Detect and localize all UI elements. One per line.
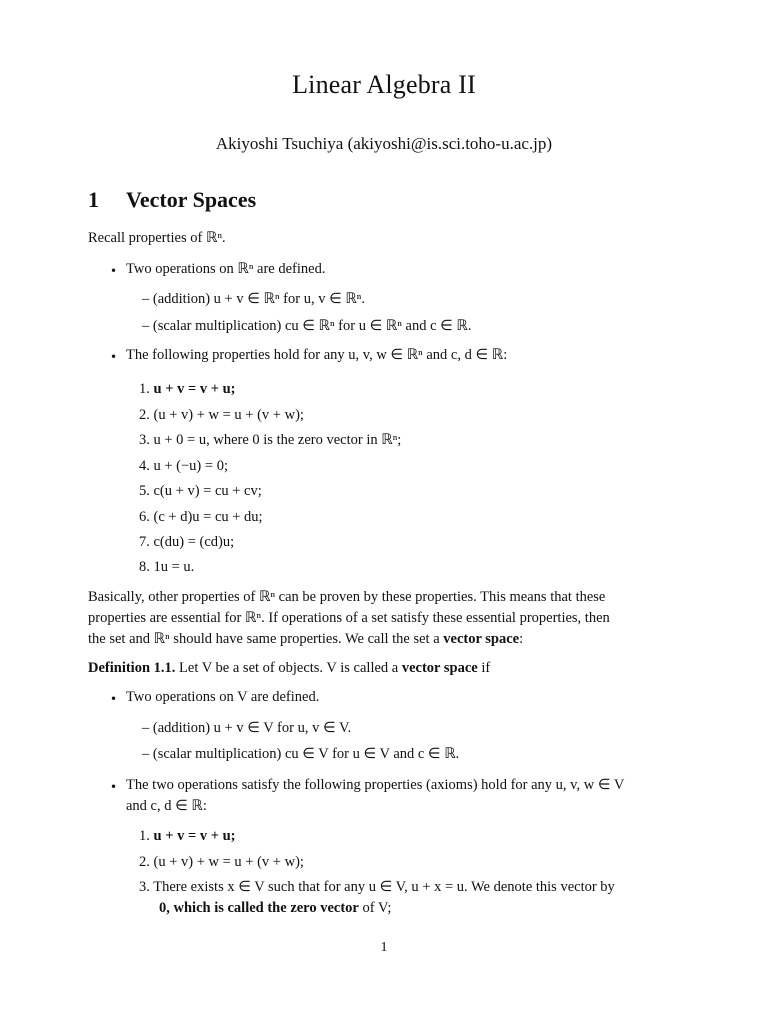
bullet-glyph: • [110,350,118,364]
page-number: 1 [380,940,388,955]
list-number: 2. [139,854,150,870]
definition-label: Definition 1.1. [88,660,176,676]
list-item [139,880,615,895]
list-text: u + (−u) = 0; [153,458,228,474]
author-line: Akiyoshi Tsuchiya (akiyoshi@is.sci.toho-u.ac.jp) [215,134,553,153]
v-axioms-line: The two operations satisfy the following properties (axioms) hold for any u, v, w ∈ V [126,777,625,793]
rn-scalar-multiplication: – (scalar multiplication) cu ∈ ℝⁿ for u ∈ ℝⁿ and c ∈ ℝ. [142,318,472,334]
list-text: 1u = u. [153,559,195,575]
bullet-glyph: • [110,264,118,278]
list-text: c(u + v) = cu + cv; [153,483,262,499]
list-number: 2. [139,407,150,423]
list-text: (u + v) + w = u + (v + w); [153,854,304,870]
v-scalar-multiplication: – (scalar multiplication) cu ∈ V for u ∈ V and c ∈ ℝ. [142,746,460,762]
list-item [139,560,194,575]
list-number: 4. [139,458,150,474]
list-item [139,459,228,474]
list-number: 3. [139,879,150,895]
definition-text: if [477,660,491,676]
v-ops-bullet: Two operations on V are defined. [126,689,320,705]
list-number: 1. [139,828,150,844]
bullet-glyph: • [110,692,118,706]
list-number: 6. [139,509,150,525]
list-item-continuation [159,901,391,916]
list-item [139,382,236,397]
list-item [139,535,234,550]
list-text: u + v = v + u; [153,828,236,844]
bullet-glyph: • [110,780,118,794]
list-item [139,829,236,844]
list-text: c(du) = (cd)u; [153,534,235,550]
list-number: 8. [139,559,150,575]
list-number: 7. [139,534,150,550]
rn-ops-bullet: Two operations on ℝⁿ are defined. [126,261,326,277]
list-text: u + 0 = u, where 0 is the zero vector in ℝⁿ; [153,432,402,448]
rn-props-bullet: The following properties hold for any u, v, w ∈ ℝⁿ and c, d ∈ ℝ: [126,347,508,363]
list-item [139,433,401,448]
v-axioms-line: and c, d ∈ ℝ: [126,798,207,814]
list-text: (u + v) + w = u + (v + w); [153,407,304,423]
paragraph-text: : [519,631,524,647]
paragraph-line: Basically, other properties of ℝⁿ can be proven by these properties. This means that these [88,589,606,605]
v-addition: – (addition) u + v ∈ V for u, v ∈ V. [142,720,352,736]
section-heading [88,187,256,213]
list-text: of V; [358,900,392,916]
list-text: (c + d)u = cu + du; [153,509,263,525]
section-number: 1 [88,187,99,212]
list-text: 0, which is called the [159,900,291,916]
section-title: Vector Spaces [126,187,257,212]
list-text: There exists x ∈ V such that for any u ∈ V, u + x = u. We denote this vector by [153,879,615,895]
list-item [139,408,304,423]
list-text: u + v = v + u; [153,381,236,397]
list-item [139,510,263,525]
recall-text: Recall properties of ℝⁿ. [88,230,226,246]
paragraph-line: properties are essential for ℝⁿ. If operations of a set satisfy these essential properties, then [88,610,610,626]
rn-addition: – (addition) u + v ∈ ℝⁿ for u, v ∈ ℝⁿ. [142,291,366,307]
list-item [139,855,304,870]
definition-text: Let V be a set of objects. V is called a [175,660,402,676]
term-zero-vector: zero vector [290,900,359,916]
term-vector-space: vector space [401,660,478,676]
term-vector-space: vector space [443,631,520,647]
paragraph-line [88,632,523,647]
document-title: Linear Algebra II [292,70,476,99]
list-number: 1. [139,381,150,397]
list-number: 3. [139,432,150,448]
list-item [139,484,262,499]
list-number: 5. [139,483,150,499]
paragraph-text: the set and ℝⁿ should have same properties. We call the set a [88,631,444,647]
definition-line [88,661,490,676]
